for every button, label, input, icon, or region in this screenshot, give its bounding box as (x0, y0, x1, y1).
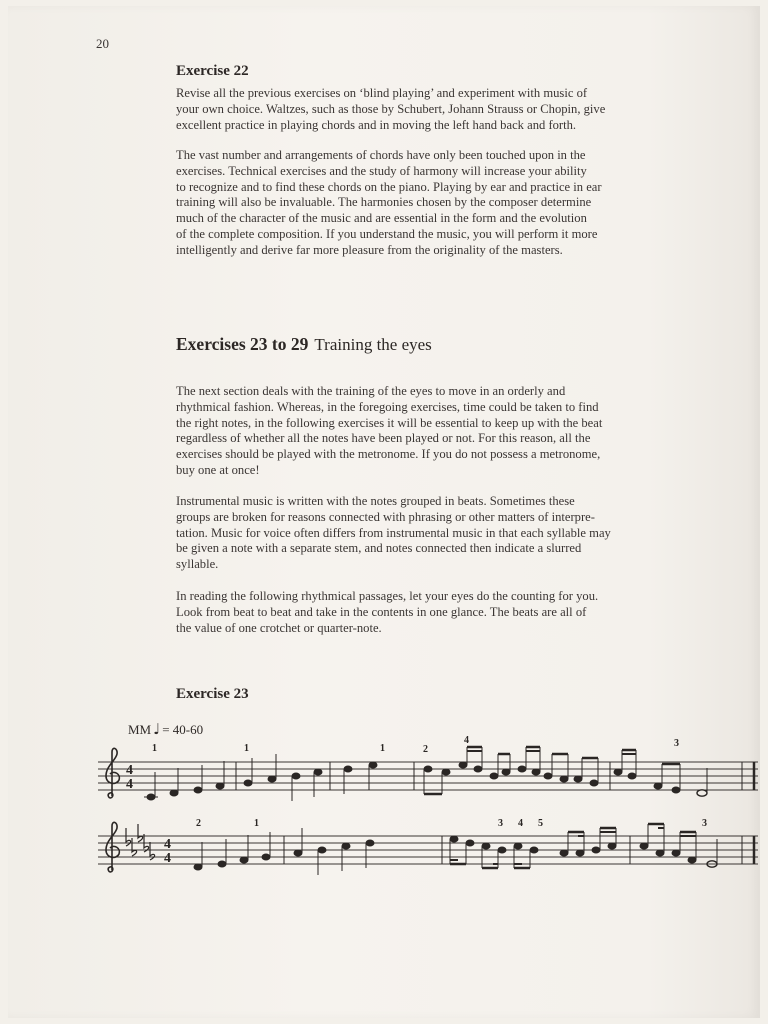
fingering-numbers (196, 818, 707, 829)
tempo-marking (128, 720, 203, 738)
svg-text:1: 1 (244, 743, 249, 754)
time-signature-top: 4 (126, 763, 133, 778)
section-heading (176, 334, 432, 355)
svg-text:4: 4 (518, 818, 523, 829)
key-signature-flats-icon (126, 824, 155, 860)
exercise-23-heading: Exercise 23 (176, 686, 249, 702)
section-paragraph-3: In reading the following rhythmical passages, let your eyes do the counting for you. Look from beat to beat and take in the contents in one glance. The beats are all of the value of one crotchet or quarter-note. (176, 589, 599, 635)
svg-text:2: 2 (423, 744, 428, 755)
svg-text:1: 1 (380, 743, 385, 754)
exercise-22-paragraph-2: The vast number and arrangements of chords have only been touched upon in the exercises. Technical exercises and the study of harmony will increase your ability to recognize and to find these chords on the piano. Playing by ear and practice in ear training will also be invaluable. The harmonies chosen by the composer determine much of the character of the music and are essential in the form and the evolution of the complete composition. If you understand the music, you will perform it more intelligently and derive far more pleasure from the originality of the masters. (176, 148, 602, 257)
section-paragraph-1: The next section deals with the training of the eyes to move in an orderly and rhythmical fashion. Whereas, in the foregoing exercises, time could be taken to find the right notes, in the following exercises it will be essential to keep up with the beat regardless of whether all the notes have been played or not. For this reason, all the exercises should be played with the metronome. If you do not possess a metronome, buy one at once! (176, 384, 603, 477)
notes (194, 824, 754, 875)
section-heading-subtitle: Training the eyes (314, 335, 432, 354)
fingering-numbers (152, 735, 679, 755)
section-paragraph-2: Instrumental music is written with the notes grouped in beats. Sometimes these groups are broken for reasons connected with phrasing or other matters of interpre- tation. Music for voice often differs from instrumental music in that each syllable may be given a note with a separate stem, and notes connected then indicate a slurred syllable. (176, 494, 611, 572)
svg-text:3: 3 (674, 738, 679, 749)
svg-text:4: 4 (464, 735, 469, 746)
svg-text:2: 2 (196, 818, 201, 829)
music-staff-2 (98, 818, 758, 888)
svg-text:3: 3 (702, 818, 707, 829)
tempo-prefix: MM (128, 722, 152, 737)
music-staff-1 (98, 735, 758, 814)
page-number: 20 (96, 36, 109, 51)
exercise-22-heading: Exercise 22 (176, 63, 249, 79)
quarter-note-icon: ♩ (153, 720, 161, 738)
notes (144, 747, 754, 801)
time-signature-bottom: 4 (126, 777, 133, 792)
svg-text:3: 3 (498, 818, 503, 829)
svg-text:1: 1 (254, 818, 259, 829)
tempo-value: = 40-60 (162, 722, 204, 737)
svg-text:5: 5 (538, 818, 543, 829)
book-page (8, 6, 760, 1018)
time-signature-bottom: 4 (164, 851, 171, 866)
section-heading-title: Exercises 23 to 29 (176, 334, 309, 354)
time-signature-top: 4 (164, 837, 171, 852)
exercise-22-paragraph-1: Revise all the previous exercises on ‘blind playing’ and experiment with music of your own choice. Waltzes, such as those by Schubert, Johann Strauss or Chopin, give excellent practice in playing chords and in moving the left hand back and forth. (176, 86, 606, 132)
svg-text:1: 1 (152, 743, 157, 754)
treble-clef-icon (106, 822, 119, 872)
treble-clef-icon (106, 748, 119, 798)
